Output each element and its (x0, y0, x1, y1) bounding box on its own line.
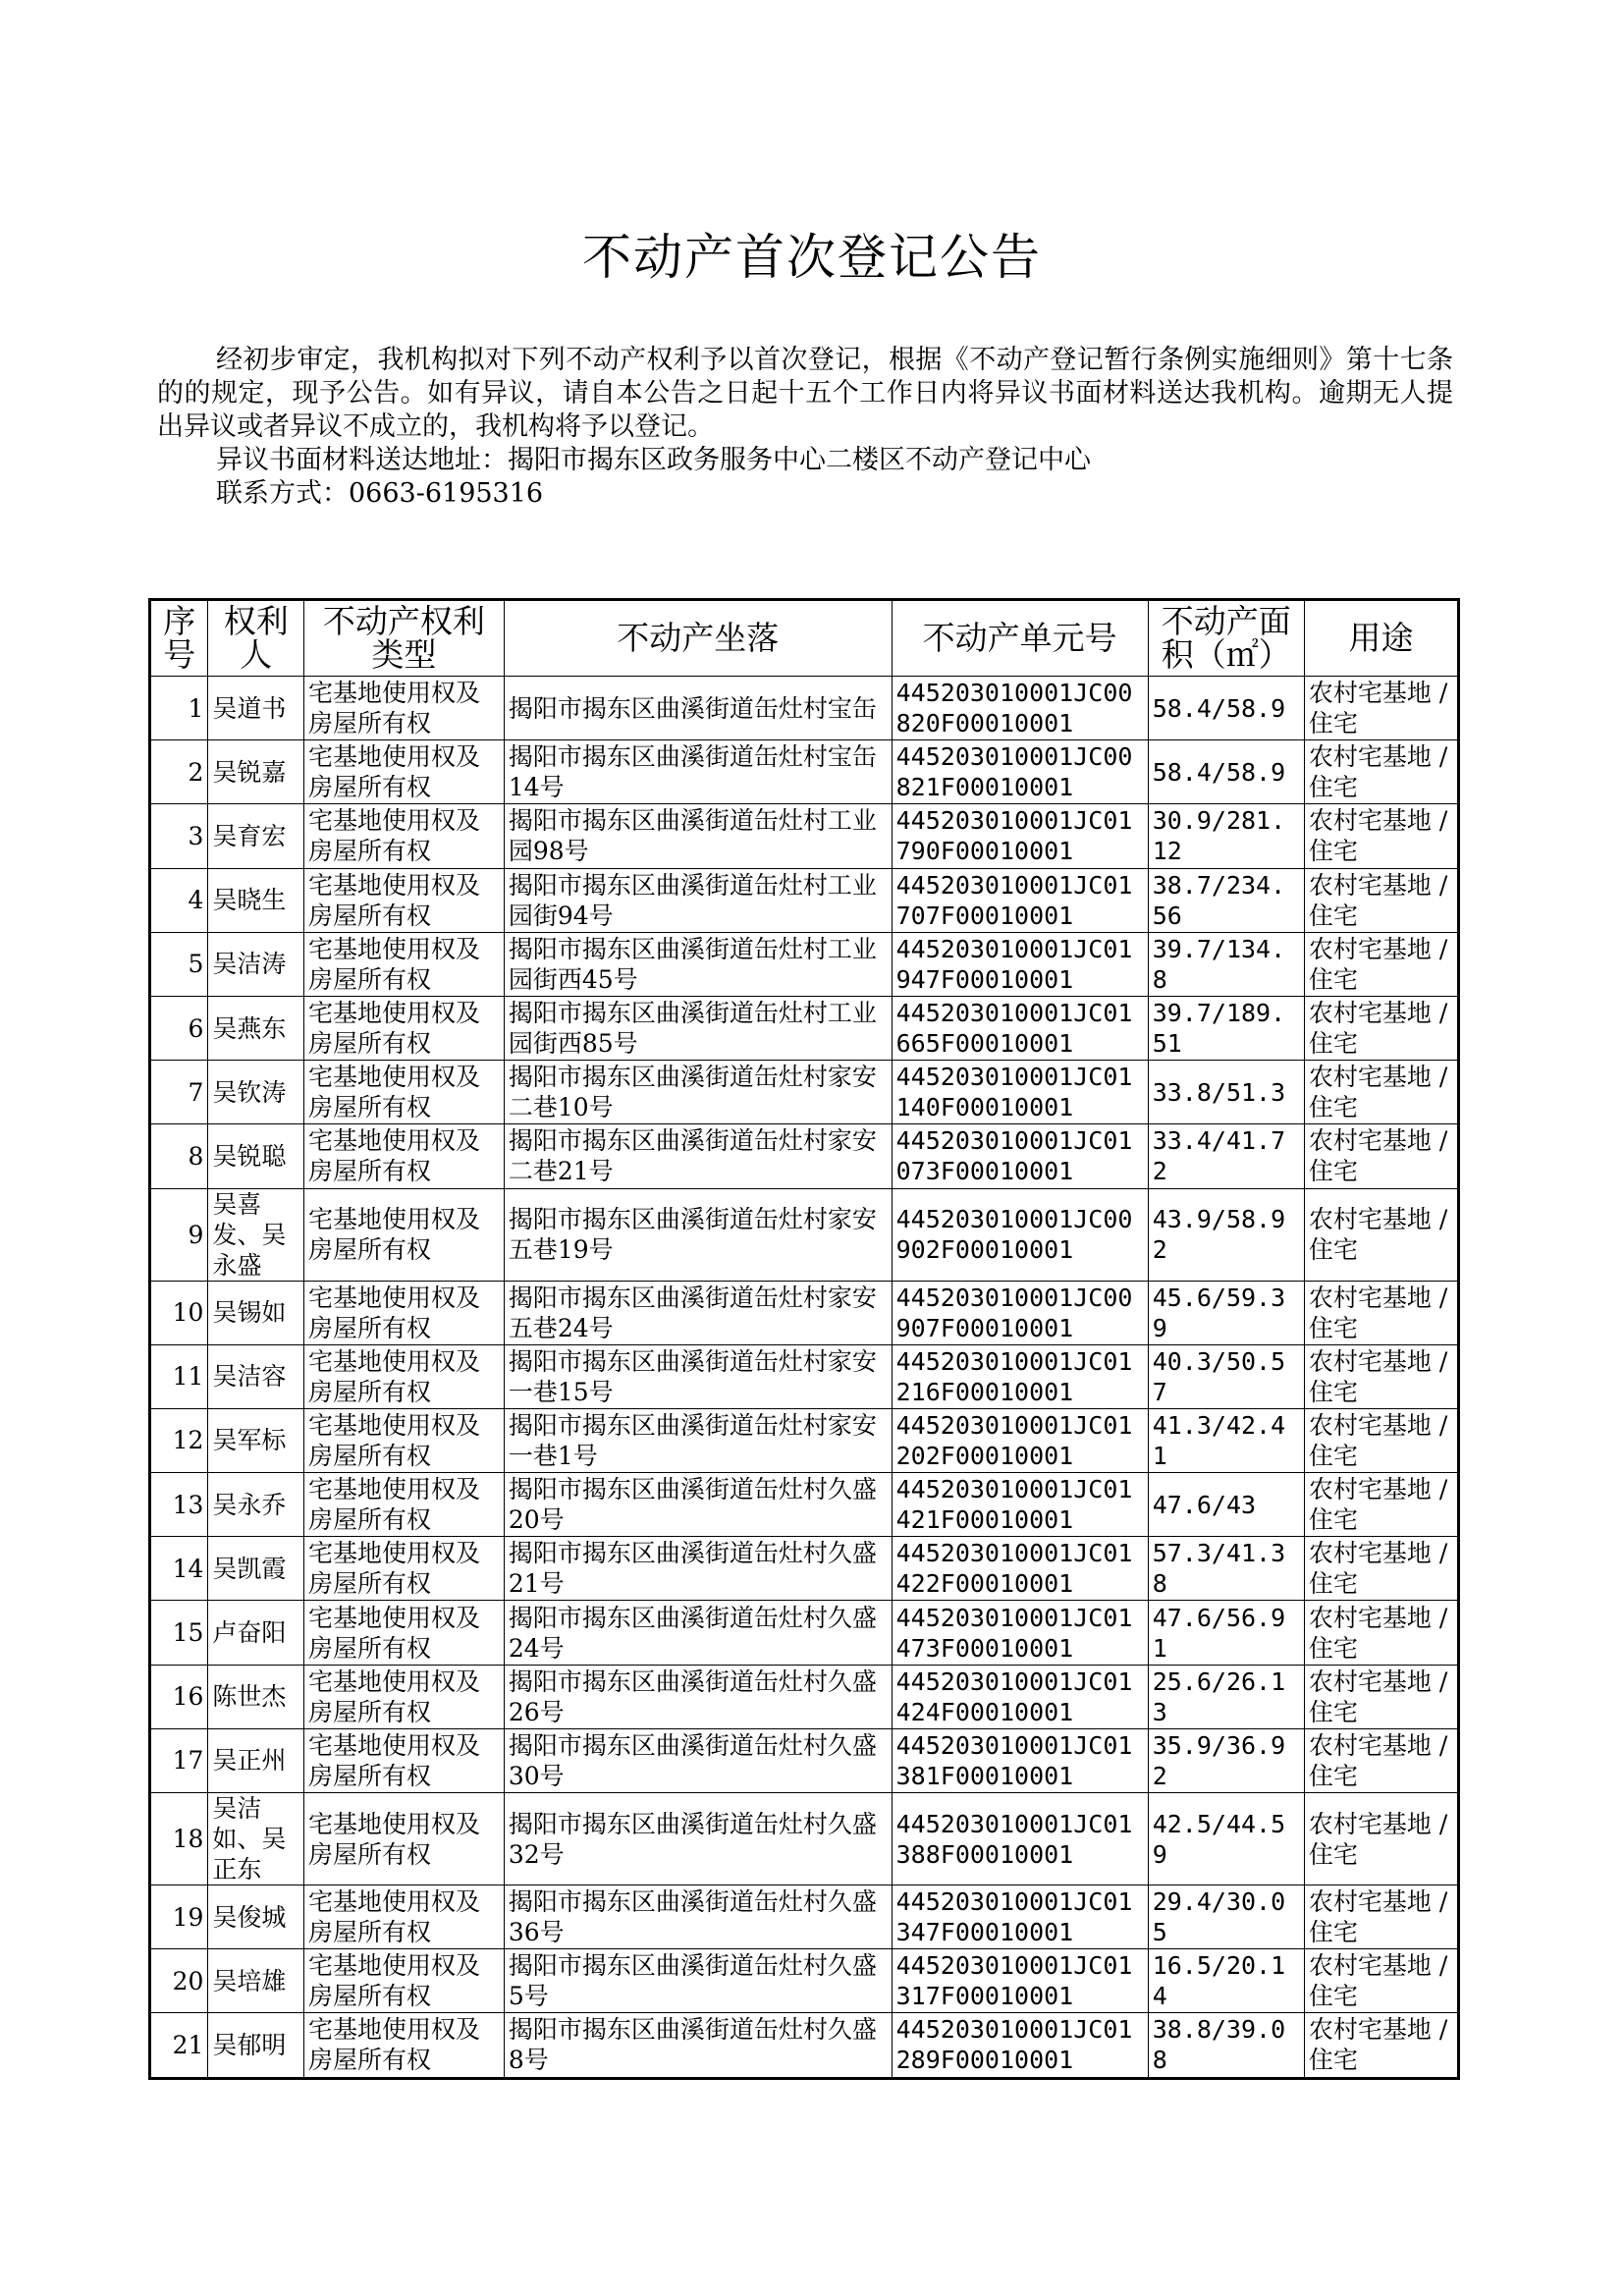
cell-use: 农村宅基地 / 住宅 (1304, 1188, 1458, 1281)
cell-use: 农村宅基地 / 住宅 (1304, 868, 1458, 932)
cell-location: 揭阳市揭东区曲溪街道缶灶村久盛20号 (504, 1473, 892, 1537)
cell-seq: 13 (150, 1473, 208, 1537)
cell-unit-number: 445203010001JC00820F00010001 (892, 677, 1148, 740)
table-row (150, 1188, 1459, 1281)
table-body (150, 677, 1459, 2079)
cell-seq: 15 (150, 1601, 208, 1665)
cell-seq: 1 (150, 677, 208, 740)
cell-area: 47.6/56.91 (1148, 1601, 1304, 1665)
cell-area: 25.6/26.13 (1148, 1665, 1304, 1728)
cell-area: 33.8/51.3 (1148, 1061, 1304, 1124)
cell-owner: 吴凯霞 (208, 1537, 304, 1601)
cell-owner: 吴洁容 (208, 1344, 304, 1408)
objection-address: 异议书面材料送达地址：揭阳市揭东区政务服务中心二楼区不动产登记中心 (216, 445, 1091, 475)
cell-right-type: 宅基地使用权及房屋所有权 (304, 1793, 505, 1885)
cell-owner: 吴钦涛 (208, 1061, 304, 1124)
cell-owner: 吴培雄 (208, 1949, 304, 2013)
table-row (150, 1061, 1459, 1124)
cell-area: 58.4/58.9 (1148, 677, 1304, 740)
cell-area: 57.3/41.38 (1148, 1537, 1304, 1601)
cell-area: 39.7/189.51 (1148, 996, 1304, 1060)
cell-seq: 14 (150, 1537, 208, 1601)
header-area: 不动产面积（㎡） (1148, 600, 1304, 677)
notice-paragraph: 经初步审定，我机构拟对下列不动产权利予以首次登记，根据《不动产登记暂行条例实施细则》第十七条的的规定，现予公告。如有异议，请自本公告之日起十五个工作日内将异议书面材料送达我机构。逾期无人提出异议或者异议不成立的，我机构将予以登记。 (157, 345, 1453, 442)
cell-right-type: 宅基地使用权及房屋所有权 (304, 1188, 505, 1281)
table-row (150, 1728, 1459, 1792)
table-row (150, 2013, 1459, 2078)
cell-unit-number: 445203010001JC01421F00010001 (892, 1473, 1148, 1537)
table-row (150, 677, 1459, 740)
cell-location: 揭阳市揭东区曲溪街道缶灶村家安二巷21号 (504, 1124, 892, 1188)
cell-right-type: 宅基地使用权及房屋所有权 (304, 932, 505, 996)
cell-right-type: 宅基地使用权及房屋所有权 (304, 1344, 505, 1408)
cell-unit-number: 445203010001JC01317F00010001 (892, 1949, 1148, 2013)
cell-seq: 3 (150, 804, 208, 868)
cell-unit-number: 445203010001JC01347F00010001 (892, 1885, 1148, 1949)
cell-unit-number: 445203010001JC01073F00010001 (892, 1124, 1148, 1188)
cell-owner: 吴军标 (208, 1408, 304, 1472)
cell-location: 揭阳市揭东区曲溪街道缶灶村工业园街西45号 (504, 932, 892, 996)
cell-location: 揭阳市揭东区曲溪街道缶灶村久盛26号 (504, 1665, 892, 1728)
cell-area: 58.4/58.9 (1148, 740, 1304, 804)
cell-owner: 吴晓生 (208, 868, 304, 932)
cell-right-type: 宅基地使用权及房屋所有权 (304, 1281, 505, 1344)
cell-seq: 6 (150, 996, 208, 1060)
cell-seq: 10 (150, 1281, 208, 1344)
cell-area: 45.6/59.39 (1148, 1281, 1304, 1344)
cell-owner: 吴燕东 (208, 996, 304, 1060)
cell-owner: 吴锡如 (208, 1281, 304, 1344)
cell-location: 揭阳市揭东区曲溪街道缶灶村宝缶 (504, 677, 892, 740)
table-row (150, 804, 1459, 868)
cell-right-type: 宅基地使用权及房屋所有权 (304, 1061, 505, 1124)
cell-unit-number: 445203010001JC01707F00010001 (892, 868, 1148, 932)
cell-right-type: 宅基地使用权及房屋所有权 (304, 1949, 505, 2013)
cell-area: 33.4/41.72 (1148, 1124, 1304, 1188)
cell-use: 农村宅基地 / 住宅 (1304, 740, 1458, 804)
cell-area: 40.3/50.57 (1148, 1344, 1304, 1408)
cell-right-type: 宅基地使用权及房屋所有权 (304, 804, 505, 868)
cell-unit-number: 445203010001JC01790F00010001 (892, 804, 1148, 868)
cell-right-type: 宅基地使用权及房屋所有权 (304, 2013, 505, 2078)
table-row (150, 1281, 1459, 1344)
cell-seq: 5 (150, 932, 208, 996)
cell-area: 47.6/43 (1148, 1473, 1304, 1537)
cell-seq: 19 (150, 1885, 208, 1949)
cell-seq: 16 (150, 1665, 208, 1728)
table-header-row (150, 600, 1459, 677)
cell-use: 农村宅基地 / 住宅 (1304, 1124, 1458, 1188)
cell-owner: 吴锐聪 (208, 1124, 304, 1188)
cell-unit-number: 445203010001JC01202F00010001 (892, 1408, 1148, 1472)
cell-seq: 17 (150, 1728, 208, 1792)
cell-right-type: 宅基地使用权及房屋所有权 (304, 1473, 505, 1537)
cell-unit-number: 445203010001JC01665F00010001 (892, 996, 1148, 1060)
cell-seq: 11 (150, 1344, 208, 1408)
table-row (150, 996, 1459, 1060)
table-row (150, 932, 1459, 996)
cell-unit-number: 445203010001JC01140F00010001 (892, 1061, 1148, 1124)
cell-location: 揭阳市揭东区曲溪街道缶灶村久盛30号 (504, 1728, 892, 1792)
cell-unit-number: 445203010001JC01216F00010001 (892, 1344, 1148, 1408)
cell-seq: 7 (150, 1061, 208, 1124)
cell-area: 41.3/42.41 (1148, 1408, 1304, 1472)
cell-right-type: 宅基地使用权及房屋所有权 (304, 1665, 505, 1728)
cell-owner: 吴喜发、吴永盛 (208, 1188, 304, 1281)
table-row (150, 1408, 1459, 1472)
cell-location: 揭阳市揭东区曲溪街道缶灶村家安一巷15号 (504, 1344, 892, 1408)
cell-use: 农村宅基地 / 住宅 (1304, 1281, 1458, 1344)
cell-location: 揭阳市揭东区曲溪街道缶灶村家安一巷1号 (504, 1408, 892, 1472)
cell-area: 35.9/36.92 (1148, 1728, 1304, 1792)
cell-unit-number: 445203010001JC00902F00010001 (892, 1188, 1148, 1281)
cell-seq: 9 (150, 1188, 208, 1281)
cell-owner: 吴洁如、吴正东 (208, 1793, 304, 1885)
cell-use: 农村宅基地 / 住宅 (1304, 1344, 1458, 1408)
table-row (150, 1601, 1459, 1665)
cell-use: 农村宅基地 / 住宅 (1304, 2013, 1458, 2078)
header-owner: 权利人 (208, 600, 304, 677)
table-row (150, 1793, 1459, 1885)
cell-use: 农村宅基地 / 住宅 (1304, 677, 1458, 740)
cell-owner: 吴永乔 (208, 1473, 304, 1537)
page-title: 不动产首次登记公告 (582, 229, 1042, 286)
cell-location: 揭阳市揭东区曲溪街道缶灶村工业园街94号 (504, 868, 892, 932)
cell-right-type: 宅基地使用权及房屋所有权 (304, 1537, 505, 1601)
notice-text (157, 344, 1453, 511)
table-row (150, 1537, 1459, 1601)
cell-location: 揭阳市揭东区曲溪街道缶灶村工业园98号 (504, 804, 892, 868)
table-row (150, 1665, 1459, 1728)
cell-seq: 2 (150, 740, 208, 804)
cell-use: 农村宅基地 / 住宅 (1304, 932, 1458, 996)
cell-area: 16.5/20.14 (1148, 1949, 1304, 2013)
cell-unit-number: 445203010001JC01422F00010001 (892, 1537, 1148, 1601)
cell-area: 29.4/30.05 (1148, 1885, 1304, 1949)
cell-area: 39.7/134.8 (1148, 932, 1304, 996)
cell-use: 农村宅基地 / 住宅 (1304, 804, 1458, 868)
cell-unit-number: 445203010001JC00821F00010001 (892, 740, 1148, 804)
cell-seq: 21 (150, 2013, 208, 2078)
table-row (150, 1949, 1459, 2013)
header-seq: 序号 (150, 600, 208, 677)
cell-use: 农村宅基地 / 住宅 (1304, 1949, 1458, 2013)
cell-use: 农村宅基地 / 住宅 (1304, 1408, 1458, 1472)
cell-use: 农村宅基地 / 住宅 (1304, 1473, 1458, 1537)
cell-owner: 吴正州 (208, 1728, 304, 1792)
cell-seq: 8 (150, 1124, 208, 1188)
cell-location: 揭阳市揭东区曲溪街道缶灶村久盛5号 (504, 1949, 892, 2013)
cell-owner: 吴洁涛 (208, 932, 304, 996)
table-row (150, 740, 1459, 804)
cell-location: 揭阳市揭东区曲溪街道缶灶村久盛21号 (504, 1537, 892, 1601)
cell-area: 38.8/39.08 (1148, 2013, 1304, 2078)
cell-location: 揭阳市揭东区曲溪街道缶灶村家安五巷19号 (504, 1188, 892, 1281)
cell-use: 农村宅基地 / 住宅 (1304, 1601, 1458, 1665)
cell-seq: 20 (150, 1949, 208, 2013)
cell-area: 30.9/281.12 (1148, 804, 1304, 868)
cell-unit-number: 445203010001JC01473F00010001 (892, 1601, 1148, 1665)
cell-right-type: 宅基地使用权及房屋所有权 (304, 1408, 505, 1472)
cell-area: 43.9/58.92 (1148, 1188, 1304, 1281)
table-row (150, 1885, 1459, 1949)
cell-area: 42.5/44.59 (1148, 1793, 1304, 1885)
contact-info: 联系方式：0663-6195316 (216, 478, 544, 509)
table-row (150, 1473, 1459, 1537)
cell-unit-number: 445203010001JC01424F00010001 (892, 1665, 1148, 1728)
cell-right-type: 宅基地使用权及房屋所有权 (304, 1728, 505, 1792)
cell-use: 农村宅基地 / 住宅 (1304, 1885, 1458, 1949)
cell-right-type: 宅基地使用权及房屋所有权 (304, 1885, 505, 1949)
cell-location: 揭阳市揭东区曲溪街道缶灶村久盛8号 (504, 2013, 892, 2078)
cell-location: 揭阳市揭东区曲溪街道缶灶村家安二巷10号 (504, 1061, 892, 1124)
table-row (150, 1124, 1459, 1188)
cell-location: 揭阳市揭东区曲溪街道缶灶村宝缶14号 (504, 740, 892, 804)
cell-seq: 18 (150, 1793, 208, 1885)
table-row (150, 868, 1459, 932)
cell-use: 农村宅基地 / 住宅 (1304, 1728, 1458, 1792)
cell-right-type: 宅基地使用权及房屋所有权 (304, 1601, 505, 1665)
cell-location: 揭阳市揭东区曲溪街道缶灶村久盛32号 (504, 1793, 892, 1885)
cell-use: 农村宅基地 / 住宅 (1304, 996, 1458, 1060)
cell-owner: 吴道书 (208, 677, 304, 740)
cell-right-type: 宅基地使用权及房屋所有权 (304, 868, 505, 932)
cell-owner: 吴育宏 (208, 804, 304, 868)
header-use: 用途 (1304, 600, 1458, 677)
cell-unit-number: 445203010001JC01947F00010001 (892, 932, 1148, 996)
cell-unit-number: 445203010001JC01388F00010001 (892, 1793, 1148, 1885)
cell-owner: 陈世杰 (208, 1665, 304, 1728)
cell-use: 农村宅基地 / 住宅 (1304, 1061, 1458, 1124)
table-row (150, 1344, 1459, 1408)
cell-location: 揭阳市揭东区曲溪街道缶灶村工业园街西85号 (504, 996, 892, 1060)
registration-table (148, 598, 1460, 2080)
header-unit-number: 不动产单元号 (892, 600, 1148, 677)
cell-location: 揭阳市揭东区曲溪街道缶灶村家安五巷24号 (504, 1281, 892, 1344)
cell-owner: 吴郁明 (208, 2013, 304, 2078)
cell-unit-number: 445203010001JC01381F00010001 (892, 1728, 1148, 1792)
cell-seq: 4 (150, 868, 208, 932)
cell-seq: 12 (150, 1408, 208, 1472)
header-location: 不动产坐落 (504, 600, 892, 677)
cell-unit-number: 445203010001JC01289F00010001 (892, 2013, 1148, 2078)
cell-area: 38.7/234.56 (1148, 868, 1304, 932)
cell-location: 揭阳市揭东区曲溪街道缶灶村久盛24号 (504, 1601, 892, 1665)
cell-owner: 吴俊城 (208, 1885, 304, 1949)
cell-unit-number: 445203010001JC00907F00010001 (892, 1281, 1148, 1344)
cell-use: 农村宅基地 / 住宅 (1304, 1537, 1458, 1601)
cell-use: 农村宅基地 / 住宅 (1304, 1793, 1458, 1885)
cell-right-type: 宅基地使用权及房屋所有权 (304, 1124, 505, 1188)
cell-right-type: 宅基地使用权及房屋所有权 (304, 996, 505, 1060)
cell-owner: 卢奋阳 (208, 1601, 304, 1665)
cell-use: 农村宅基地 / 住宅 (1304, 1665, 1458, 1728)
header-right-type: 不动产权利类型 (304, 600, 505, 677)
cell-right-type: 宅基地使用权及房屋所有权 (304, 740, 505, 804)
cell-location: 揭阳市揭东区曲溪街道缶灶村久盛36号 (504, 1885, 892, 1949)
cell-right-type: 宅基地使用权及房屋所有权 (304, 677, 505, 740)
cell-owner: 吴锐嘉 (208, 740, 304, 804)
